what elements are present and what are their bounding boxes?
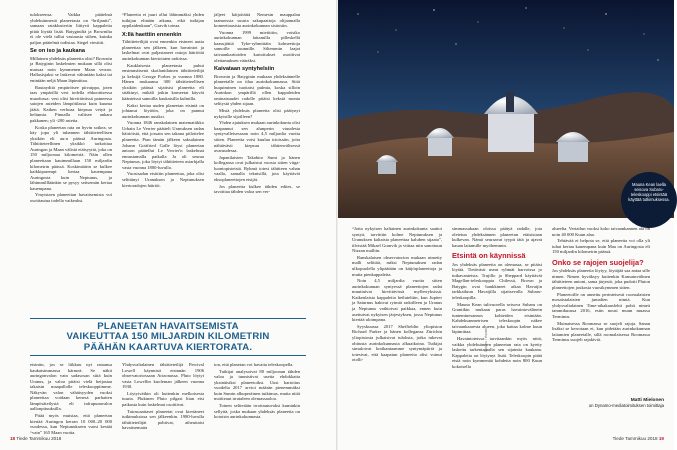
left-column-1-lower [30,362,112,435]
page-number: 18 [10,436,16,441]
paragraph: Toinen selitetään irrottautuvaksi kuminkin sellyttä, joska mukaan yhdeksäs planeetta on kotoisin aurinkokunnasta. [214,403,300,420]
paragraph: simmassakaan oloissa päätyä radalle, jota oletetun yhdeksännen planeetan etäisistaan kulkevan. Nämä seuraavat tyypit tätä ja ajavat kauan laitamille myöhemmin. [452,226,542,248]
right-footer [613,436,664,441]
left-column-3-lower [214,362,300,432]
paragraph: Noin 4,5 miljardia vuotta sitten aurinkokunnan syntyessä planeettojen radat muuttuivat hirvittävissä myllerryksissä. Kaikenlaisia kappaleita heiluteltiin, kun Jupiter ja Saturnus hakivat rytmiä radoilleen ja Uranus ja Neptunus vaihtoivat paikkaa, ennen kuin asettuivat nykyisen järjestyksen, jossa Neptunus kiertää uloimpana. [352,278,442,323]
magazine-name: Tiede [612,436,624,441]
author-byline [574,397,664,408]
paragraph: alueelta. Vertailun vuoksi koko taivaankannen ala on noin 40 000 Kuun alaa. [552,226,650,237]
paragraph: Rautayditä ympäröisee piivaippa, joten taas ympärillä vesi todella ehkoottisessa muodossa: vesi olisi hirvittävässä paineessa satojen asteiden lämpötilassa kuin kuuma jäätä. Kaiken verhoaa kiepsua vetyä ja heliumia. Pinnalla valitsee ankara pakkanen; yli -200 astetta. [30,84,112,123]
left-footer [10,436,61,441]
right-page [338,0,674,450]
paragraph: “Planeetta ei juuri ollut lähimmäksi yhden tutkijan elinään aikana, eikä tutkijan oppilaidenkaan”, Gravik toteaa. [122,12,204,29]
paragraph: Jos yhdeksäs planeetta löytyy, löytäjää saa antaa sille nimen. Nimen hyväksyy kuitenkin Kansainvälinen tähtitieteen unioni, sama järjestö, joka pudotti Pluton planeettojen joukosta vuosikymmen sitten. [552,268,650,290]
subheading: X:llä haettiin ennenkin [122,31,182,38]
right-column-1 [352,226,442,428]
paragraph: Yhden ajatuksen mukaan aurinkokunta olisi kaapannut sen alunperin viuudesta syntyvalleisessaan noin 4,5 miljardia vuotta sitten. Planeetta voisi kuulua irtoisaiin, joita nähtävästi kiepsuu tähtienvälisessä avaruudessa. [214,120,300,154]
paragraph: Havaintoteissa tarvitaankin myös niitä, vaikka yhdeksännen planeetan rata on kyetty laskettu tarkentamalla sen sijaintia kaukana. Kappaleita on löytynyt lisää. Teleskoopin pitää etsiä noin kymmenää kohdetta noin 800 Kuun kokoisella [452,336,542,369]
paragraph: etsiniin, jos se liikkuu nyt rataansa kaukaisimmassa kärmeä. Se näkii auringonvalon vain sadasosan siitä kuin Uranus, ja valoa pitäisi vielä heijastaa takaisin maapallolle teleskooppiimme. Näkyvän valon vähäisyyden vuoksi planeettaa voidaan kenesä parhaiten lämpösäteilystä eli infrapunavalon aallonpituuksilla. [30,362,112,412]
left-column-2-lower [122,362,204,432]
issue-date: Tammikuu 2018 [28,436,62,441]
left-column-3 [214,12,300,312]
photo-credit: Subaru / Hawaii [484,328,488,352]
page-number: 19 [658,436,664,441]
paragraph: “Jotta nykyisen kaltainen aurinkokunta saattoi syntyä, tarvittiin kolme Neptunuksen ja Uranuksen kaltaista planeettaa kaluben sijaata”, tilvistää Mikael Granvik ja viittaa niin sanottuun Nizzan malliin. [352,226,442,254]
paragraph: Brownin ja Batyginin mukaan yhdeksännelle planeetalle on tilaa aurinkokunnassa. Siitä huquiminen tuottaisi pulmia, koska silloin Aurinkon ympärillä ollen kappaleiden ominaisuudet radolle pitäisi keksiä monta selitystä yhden sijaan. [214,73,300,107]
paragraph: Ranskalaisen observatorion mukaan nimetty malli selittää, miksi Neptunuksen radan ulkopuolella ylipäätään on käijörplaneettoja ja muita pienkappaleita. [352,254,442,277]
caption-text: Mauna Kean laella seisova Subaru-teleskooppi etsintää käyttää tutkimuksessa. [628,182,670,202]
paragraph: Vuonna 1999 mietittiin, voisiko aurinkokunnan laitamilla pilleskellä kaasujättiä Tyke-ryhmittäin kolmeettoja samoille suunnille. Siltemmin laajat taivaankarttoiden kartoitukset osoittivat olettamuksen vääräksi. [214,29,300,63]
pull-quote-line: PLANEETAN HAVAITSEMISTA [97,321,239,332]
subheading: Se on iso ja kaukana [30,48,86,55]
paragraph: Yhdysvaltalainen tähtitieteilijä Percival Lowell käynnisti etsinnän 1906 observatoriossaan Arizonassa. Pluto löytyi vasta Lowellin kuoleman jälkeen vuonna 1930. [122,362,204,390]
subheading: Etsintä on käynnissä [452,251,526,261]
left-page [0,0,336,450]
paragraph: Syyskuussa 2017 Sheffieldin yliopiston Richard Parker ja hänen kollegansa Zürichin yliopistosta julkaisivat tuloksia, jotka tukevat ohitusta aurinkokunnasta alkuaikoina. Tutkijat simuloivat kotikantaamme syntymäpiiriä ja totesivat, että kaapatun planeetta olisi voinut otolli- [352,323,442,363]
paragraph: Tutkijat analysoivat 80 miljoonan tähden valoa ja tunnistivat useita ehdokkaita yksinäisiksi planeetoiksi. Uusi kartoitus vuodelta 2017 arvioi määrän pienemmäksi kuin Sumin alkuperäinen tutkimus, mutta niitä moitteaut irrataleen olemassaoloa. [214,368,300,402]
subheading: Kaivataan syntyhelsiin [214,66,275,73]
author-name: Matti Mielonen [630,398,664,403]
left-column-1 [30,12,112,312]
paragraph: Muinaisessa Roomassa se suojeli rajoja. Sanan lisäksi se kerrotaan ei, kun pidetään aurinkokunnan laitamien planeetalle, sillä roomalaisessa Roomassa Terminus suojeli rajakiviä. [552,320,650,343]
author-note: on Dynamo-mediatoimituksen toimittaja [588,403,664,409]
pull-quote-line: VAIKEUTTAA 150 MILJARDIN KILOMETRIN [66,331,270,343]
photo-caption [621,172,677,228]
paragraph: tulokseensa. Vaikka päätelmä yhdeksännestä planeetasta on “briljantti”, samaan rataklusteriin liittyvä kappaleita pitää löytää lisää. Batyginiltä ja Brownilta ei ole vielä tullut vastausta siihen, kuinka paljon päätelmä todistaa. Siegel viestitti. [30,12,112,45]
magazine-name: Tiede [16,436,28,441]
paragraph: Japanilaisten Takabiro Sumi ja hänen kollegansa ovat julkaistut vuosia sitten viiga-luontopisteistä. Ryhmä totesi tähtiteen vahan vaalla, samalla teknisillä, jota käyttävät eksoplaneettojen etsijät. [214,154,300,183]
paragraph: Tehtävää ei helpota se, että planeetta voi olla yli tuhat kertaa kauempana kuin Maa on Auringosta eli 150 miljardin kilometrin päässä. [552,238,650,255]
subheading: Onko se rajojen suojelija? [552,257,644,267]
paragraph: Pitää myös muistaa, että planeetan kiertää Auringon kerran 10 000–20 000 vuodessa, kun Neptunukseen vuosi kestää “vain” 165 Maan vuotta. [30,413,112,435]
paragraph: Vuosisadan etsittiin planeettaa, joka olisi selittänyt Uranuksen ja Neptunuksen kiertoradojen häiriöt. [122,171,204,188]
right-column-2 [452,226,542,428]
paragraph: Ymyistaen planeettan havaitsemista voi osoittautua todella vaikeaksi. [30,192,112,204]
left-column-2 [122,12,204,312]
paragraph: ton, että planetan voi havaita teleskoopella. [214,362,294,367]
issue-date: Tammikuu 2018 [625,436,658,441]
paragraph: Jos planeetta kulkee tähden edites, se tavoittaa tähden valoa sen ver- [214,183,300,195]
paragraph: Vuonna 1846 ranskalainen matematiikko Urbain Le Verrier päätteli Uranuksen radan häiriöistä, että jossain sen takana piilottelee planeetta. Pian tämän jälkeen saksalainen Johann Gottfried Galle löysi planeetan antoon päätellut Le Verrier'n laskelmat ennustamalla paikalla Ja oli seuraa Neptunus, joka löytyi tähtitieteen asiarhjalla vasta vuonna 1800-luvulla. [122,120,204,170]
paragraph: Tähtitieteilijät ovat ennenkin etsineet uutta planeettaa sen jälkeen, kun havaintot ja laskelmat ovat paljastaneet outoja häiriöitä aurinkokunnan kiertoiaten radoissa. [122,39,204,61]
paragraph: Mauna Kean tulivuorella seisova Subaru on Grantikin mukaan paras havaintovälinein tunteminesannos kohteiden etsintään. Kahdeksanmetrisen teleskoopin näkee taivaankaaresta alueen, joka kattaa kolme kuun läpimittaa. [452,301,542,335]
pull-quote [30,318,306,356]
paragraph: Kaksi kertaa uuden planeetan etsintä on johtanut löytöön, joka on pannut aurinkokunnan uusiksi. [122,102,204,119]
paragraph: Mistä yhdeksäs planeetta olisi päätynyt nykyisille sijoilleen? [214,108,300,119]
paragraph: Tutosuaattaset planeetat ovat kiertäneet tutkimuksissa sen jälkeenkin. 1980-luvulla tähtitieteilijät pohtivat, aiheuttaisi havaitsematta [122,408,204,431]
paragraph: Millainen yhdeksäs planeetta olisi? Brownin ja Batyginin laskelmien mukaan sillä olisi massaa noin kymmenen Maan verran. Hallasisjaksi se laskevat vähintään kaksi tai enintään neljä Maan läpimittaa. [30,55,112,83]
right-column-3 [552,226,650,396]
paragraph: Kauklaisesta planeetasta puhui ensimmäisenä skotlantilainen tähtitieteilijä ja keksijä George Forbes jo vuonna 1880. Hänen mukaansa 300 tähtitieteellisen yksikön päässä sijaitsisi planeetta eli sitäkinyt, mikäli jotkin komeetat käyvät käänteissä samoilla kaukaisilla kulmilla. [122,62,204,101]
paragraph: Löytyivätkin oli kuitenkin melkoisesta tuuria. Plukinen Pluto pilgasi liian etsi paikasta kuin laskelmat osoittivat. [122,390,204,408]
paragraph: Jos yhdeksäs planeetta on olemassa, se pitäisi löytää. Tietävästi useat ryhmät harvoissa jo tutkavanteista. Trujillo ja Sheppard käyttävät Magellan-teleskooppia Chilessä, Brown ja Batygin ovat hankkineet aikaa Havaijin tarkkailuun Havaijilla sijaitsevalla Subaru-teleskoopilla. [452,261,542,300]
paragraph: Koska planeetan rata on hyvin soikea, se käy jopa yli tuhannen tähtitieteellisen yksikön eli au:n päässä Auringosta. Tähtitieteellinen yksikkö tarkoittaa Auringon ja Maan välistä etäisyyttä, joka on 150 miljoonaa kilometriä. Näin ollen planeettaan kauimmillaan 150 miljardin kilometrin päässä. Koskimäärin se kulkee kaikkiparempi kertaa kauempana Auringosta kuin Neptunus, ja lähimmillläänkin se pysyy seitsemän kertaa kauempana. [30,124,112,191]
pull-quote-line: PÄÄHÄN KAARTUVA KIERTORATA. [83,341,253,353]
paragraph: jäljeet käijoitäitä Nemesin mauppalan taamoissia suuria sakupaattoja olijaamalla komeettaasista aurinkokunnan sisäosiin. [214,12,300,29]
paragraph: Planeetoille on annettu perinteisesti roomalaisten mosaistalaisten jumalien nimiä. Kun yhdysvaltalainen Time-aikakauslehti pohti nimeä tammikuussa 2016, esiin nousi muun muassa Terminus. [552,291,650,319]
